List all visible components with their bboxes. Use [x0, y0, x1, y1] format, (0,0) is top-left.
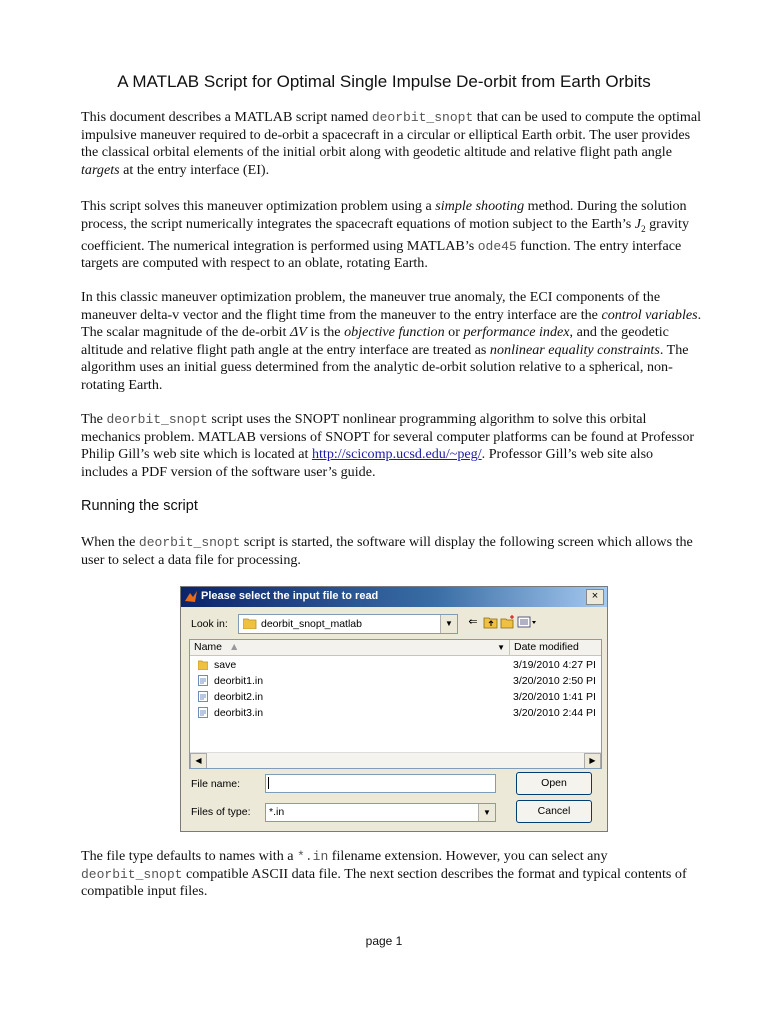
text: In this classic maneuver optimization problem, the maneuver true anomaly, the ECI components of the maneuver delta-v vector and the flight time from the maneuver to the entry interface are the	[81, 289, 661, 323]
open-button[interactable]: Open	[516, 772, 592, 795]
file-date: 3/20/2010 1:41 PI	[513, 691, 596, 703]
column-header-date[interactable]	[510, 640, 602, 656]
file-date: 3/20/2010 2:44 PI	[513, 707, 596, 719]
emphasis: targets	[81, 161, 120, 178]
scroll-right-icon[interactable]: ▶	[584, 753, 601, 769]
text: , and the geodetic altitude and relative flight path angle at the entry interface are treated as	[81, 324, 669, 358]
file-list[interactable]	[189, 639, 602, 769]
text: compatible ASCII data file. The next section describes the format and typical contents of compatible input files.	[81, 865, 687, 899]
file-row-deorbit2[interactable]	[190, 689, 601, 705]
sort-ascending-icon: ▲	[228, 641, 240, 653]
file-name-label: File name:	[191, 778, 241, 790]
text: that can be used to compute the optimal impulsive maneuver required to de-orbit a spacecraft in a circular or elliptical Earth orbit. The user provides the classical orbital elements of the initial orbit along with geodetic altitude and relative flight path angle	[81, 109, 702, 160]
file-type-dropdown[interactable]	[265, 803, 496, 822]
dialog-titlebar	[181, 587, 607, 607]
look-in-value: deorbit_snopt_matlab	[261, 618, 362, 630]
file-row-save[interactable]	[190, 657, 601, 673]
text: . Professor Gill’s web site also includes a PDF version of the software user’s guide.	[81, 446, 654, 480]
folder-icon	[243, 618, 257, 629]
emphasis: objective function	[344, 324, 445, 340]
gill-website-link[interactable]: http://scicomp.ucsd.edu/~peg/	[311, 446, 482, 462]
text: . The scalar magnitude of the de-orbit	[81, 306, 702, 340]
text: The	[81, 411, 107, 427]
file-icon	[198, 707, 208, 718]
look-in-label: Look in:	[191, 618, 228, 630]
code-in-extension: *.in	[297, 849, 329, 864]
emphasis: performance index	[463, 324, 570, 340]
column-name-label: Name	[194, 641, 223, 653]
matlab-icon	[184, 590, 198, 604]
file-name-input[interactable]	[265, 774, 496, 793]
text: This document describes a MATLAB script named	[81, 109, 372, 125]
emphasis: control variables	[601, 306, 698, 323]
text: function. The entry interface targets are computed with respect to an oblate, rotating Earth.	[81, 237, 682, 272]
file-date: 3/19/2010 4:27 PI	[513, 659, 596, 671]
file-icon	[198, 691, 208, 702]
delta-v-symbol: ΔV	[289, 324, 307, 340]
file-icon	[198, 675, 208, 686]
close-button[interactable]: ×	[586, 589, 604, 605]
text: . The algorithm uses an initial guess determined from the analytic de-orbit solution relative to a spherical, non-rotating Earth.	[81, 341, 689, 393]
chevron-down-icon[interactable]: ▼	[497, 643, 505, 652]
cancel-button[interactable]: Cancel	[516, 800, 592, 823]
text: or	[444, 324, 464, 340]
page-number: page 1	[365, 934, 403, 948]
file-date: 3/20/2010 2:50 PI	[513, 675, 596, 687]
text: at the entry interface (EI).	[119, 161, 270, 178]
paragraph-intro	[81, 109, 703, 179]
code-deorbit-snopt: deorbit_snopt	[371, 110, 474, 125]
file-name: save	[214, 659, 237, 671]
up-folder-icon[interactable]	[483, 614, 499, 630]
paragraph-problem	[81, 289, 703, 394]
code-ode45: ode45	[477, 238, 517, 254]
emphasis: nonlinear equality constraints	[489, 341, 660, 358]
paragraph-snopt	[81, 411, 703, 481]
folder-icon	[198, 659, 208, 670]
chevron-down-icon[interactable]: ▼	[478, 804, 495, 821]
code-deorbit-snopt: deorbit_snopt	[81, 866, 183, 882]
view-menu-icon[interactable]	[517, 614, 539, 630]
text: method. During the solution process, the script numerically integrates the spacecraft equations of motion subject to the Earth’s	[81, 198, 687, 232]
emphasis: simple shooting	[435, 198, 525, 214]
text: gravity coefficient. The numerical integration is performed using MATLAB’s	[81, 215, 690, 254]
text: filename extension. However, you can select any	[328, 848, 608, 864]
new-folder-icon[interactable]	[500, 614, 516, 630]
paragraph-running	[81, 534, 703, 569]
file-row-deorbit1[interactable]	[190, 673, 601, 689]
text: This script solves this maneuver optimization problem using a	[81, 198, 436, 214]
code-deorbit-snopt: deorbit_snopt	[138, 535, 241, 550]
file-select-dialog	[180, 586, 608, 832]
file-row-deorbit3[interactable]	[190, 705, 601, 721]
j2-subscript: 2	[641, 223, 646, 234]
section-heading: Running the script	[81, 498, 198, 514]
code-deorbit-snopt: deorbit_snopt	[106, 412, 208, 427]
file-name: deorbit3.in	[214, 707, 264, 719]
file-name: deorbit1.in	[214, 675, 264, 687]
scroll-left-icon[interactable]: ◀	[190, 753, 207, 769]
dialog-title: Please select the input file to read	[201, 590, 379, 602]
text: script uses the SNOPT nonlinear programming algorithm to solve this orbital mechanics problem. MATLAB versions of SNOPT for several computer platforms can be found at Professor Philip Gill’s web site which is located at	[81, 411, 695, 462]
text: When the	[81, 534, 139, 550]
paragraph-file-type	[81, 848, 703, 901]
column-header-name[interactable]	[190, 640, 510, 656]
back-icon[interactable]: ⇐	[468, 616, 478, 628]
text: The file type defaults to names with a	[81, 848, 298, 864]
look-in-dropdown[interactable]	[238, 614, 458, 634]
text: is the	[306, 324, 345, 340]
file-type-label: Files of type:	[191, 806, 251, 818]
document-title: A MATLAB Script for Optimal Single Impulse De-orbit from Earth Orbits	[117, 72, 651, 91]
paragraph-method	[81, 198, 703, 273]
file-name: deorbit2.in	[214, 691, 264, 703]
text: script is started, the software will display the following screen which allows the user to select a data file for processing.	[81, 534, 693, 568]
horizontal-scrollbar[interactable]	[190, 752, 601, 768]
chevron-down-icon[interactable]: ▼	[440, 615, 457, 633]
j2-symbol: J	[634, 215, 642, 232]
file-type-value: *.in	[269, 806, 285, 818]
text-cursor	[268, 777, 269, 789]
column-date-label: Date modified	[514, 641, 579, 653]
